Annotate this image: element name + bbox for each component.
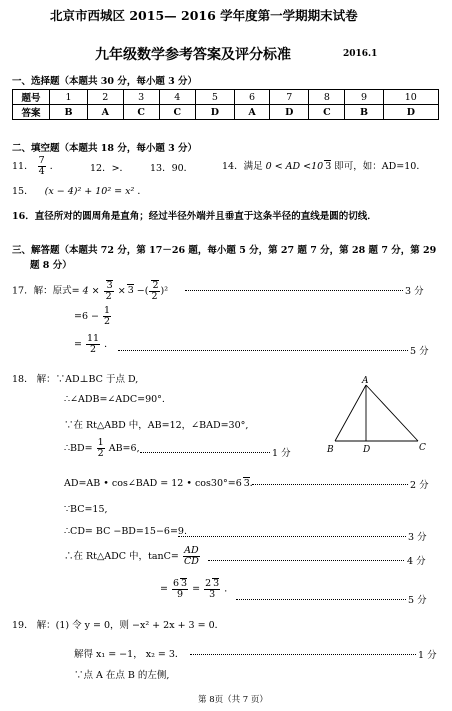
answer-table (12, 89, 439, 120)
q18-line8-frac (183, 546, 200, 567)
q18-line5-lead: AD=AB • cos∠BAD = 12 • cos30°=6 (64, 478, 242, 489)
row-header-label: 题号 (13, 90, 50, 105)
q18-line9-frac1-den: 9 (177, 588, 184, 600)
q17-frac2-sqrt: 2 (152, 280, 159, 291)
q18-line7: ∴CD= BC −BD=15−6=9. (64, 526, 187, 537)
q18-score4: 4 分 (407, 556, 426, 567)
q18-score2: 2 分 (410, 480, 429, 491)
q13: 13．90． (150, 163, 194, 174)
q18-line9-frac2-den: 3 (209, 588, 216, 600)
q18-dots2 (252, 484, 408, 485)
q18-line9-tail: ． (224, 583, 234, 595)
q17-part-a: 4 × (82, 285, 100, 297)
doc-title: 九年级数学参考答案及评分标准 (95, 47, 291, 63)
q17-part-d: )² (160, 285, 169, 297)
q18-line8-lead: ∴在 Rt△ADC 中，tanC= (64, 550, 179, 562)
q18-dots1 (140, 452, 270, 453)
q17-line3-frac (86, 334, 100, 355)
q16: 16．直径所对的圆周角是直角；经过半径外端并且垂直于这条半径的直线是圆的切线． (12, 211, 377, 222)
q18-line8 (64, 546, 201, 567)
q17-frac1-den: 2 (105, 290, 112, 302)
q17-score2: 5 分 (410, 346, 429, 357)
answer-cell: D (383, 105, 438, 120)
q19-line2: 解得 x₁ = −1， x₂ = 3． (74, 649, 185, 660)
q18-line4-tail: AB=6, (108, 442, 140, 454)
q18-score5: 5 分 (408, 595, 427, 606)
question-number-cell: 5 (195, 90, 234, 105)
page-footer: 第 8页（共 7 页） (198, 695, 268, 705)
q18-line4-num: 1 (97, 437, 104, 448)
answer-cell: D (270, 105, 309, 120)
q18-line5 (64, 475, 259, 489)
section3-title-line1: 三、解答题（本题共 72 分，第 17－26 题，每小题 5 分，第 27 题 7 分，第 28 题 7 分，第 29 (12, 245, 437, 256)
q18-line4-frac (97, 438, 105, 459)
section1-title: 一、选择题（本题共 30 分，每小题 3 分） (12, 76, 198, 87)
question-number-cell: 2 (88, 90, 123, 105)
q17-score1: 3 分 (405, 286, 424, 297)
triangle-side-ac (366, 385, 418, 441)
label-d: D (363, 445, 371, 455)
label-b: B (327, 445, 334, 455)
q18-score1: 1 分 (272, 448, 291, 459)
q17-dots1 (185, 290, 403, 291)
q15-number: 15． (12, 186, 34, 197)
q14-lead: 14．满足 (222, 161, 263, 172)
section3-title-line2: 题 8 分） (30, 260, 72, 271)
answer-cell: C (309, 105, 345, 120)
q19-line3: ∵点 A 在点 B 的左侧, (74, 670, 170, 681)
answer-cell: D (195, 105, 234, 120)
q18-line9-frac2-coef: 2 (205, 578, 212, 589)
question-number-cell: 9 (345, 90, 383, 105)
exam-title: 北京市西城区 2015— 2016 学年度第一学期期末试卷 (50, 8, 358, 23)
q11-number: 11． (12, 160, 34, 172)
q18-line9-frac2 (204, 578, 220, 600)
q14-sqrt: 3 (325, 161, 332, 172)
q18-line9-frac1-sqrt: 3 (181, 578, 188, 589)
q18-score3: 3 分 (408, 532, 427, 543)
q11-fraction (38, 156, 46, 177)
q17-frac2-den: 2 (151, 290, 158, 302)
q11 (12, 156, 59, 177)
q17-line2-den: 2 (104, 315, 111, 327)
q12: 12．>． (90, 163, 130, 174)
q15-expression: (x − 4)² + 10² = x² (44, 186, 135, 197)
q18-line9-eq2: = (192, 583, 201, 595)
question-number-cell: 7 (270, 90, 309, 105)
question-number-cell: 10 (383, 90, 438, 105)
question-number-cell: 3 (123, 90, 159, 105)
q18-line9-frac1 (172, 578, 188, 600)
q17-part-b: × (117, 285, 126, 297)
q18-line9 (160, 578, 234, 600)
q11-tail: ． (49, 160, 60, 172)
q19-score1: 1 分 (418, 650, 437, 661)
q15-tail: ． (137, 186, 147, 197)
q18-dots5 (236, 599, 406, 600)
question-number-cell: 6 (234, 90, 269, 105)
answer-cell: A (88, 105, 123, 120)
q17-sqrt: 3 (127, 285, 134, 297)
triangle-side-ab (335, 385, 366, 441)
q18-line2: ∴∠ADB=∠ADC=90°. (64, 394, 165, 405)
q18-line4 (64, 438, 140, 459)
q17-part-c: −( (136, 285, 149, 297)
q17-line2 (74, 306, 112, 327)
q18-line4-lead: ∴BD= (64, 442, 93, 454)
q17-frac1-sqrt: 3 (106, 280, 113, 291)
q17-line3 (74, 334, 114, 355)
q17-line3-num: 11 (87, 333, 100, 344)
question-number-cell: 8 (309, 90, 345, 105)
section2-title: 二、填空题（本题共 18 分，每小题 3 分） (12, 143, 198, 154)
q18-line8-num: AD (184, 545, 199, 556)
q17-frac2 (149, 280, 159, 302)
answer-cell: B (50, 105, 88, 120)
label-a: A (362, 376, 369, 386)
q17-line3-tail: ． (104, 338, 114, 350)
q17-label: 17．解：原式= (12, 285, 80, 297)
label-c: C (419, 443, 426, 453)
answer-cell: A (234, 105, 269, 120)
q14-condition: 0 < AD <10 (265, 161, 324, 172)
triangle-diagram (322, 372, 434, 456)
q19-dots1 (190, 654, 416, 655)
q15 (12, 183, 147, 197)
q17-line3-den: 2 (90, 343, 97, 355)
q17-line1 (12, 280, 168, 302)
q17-line2-frac (103, 306, 111, 327)
answer-cell: C (123, 105, 159, 120)
q18-line5-sqrt: 3 (243, 478, 250, 489)
q17-dots2 (118, 350, 408, 351)
q18-line9-eq1: = (160, 583, 168, 595)
q18-line9-frac1-coef: 6 (173, 578, 180, 589)
row-answer-label: 答案 (13, 105, 50, 120)
q18-dots4 (208, 560, 404, 561)
q18-line9-frac2-sqrt: 3 (213, 578, 220, 589)
q17-line2-num: 1 (104, 305, 111, 316)
q18-line1: 18． 解：∵AD⊥BC 于点 D, (12, 374, 139, 385)
answer-cell: B (345, 105, 383, 120)
q19-line1: 19． 解：(1) 令 y = 0，则 −x² + 2x + 3 = 0． (12, 620, 225, 631)
q11-denominator: 4 (38, 165, 45, 177)
q18-dots3 (178, 536, 406, 537)
q18-line3: ∵在 Rt△ABD 中，AB=12，∠BAD=30°, (64, 420, 249, 431)
q17-line2-lead: =6 − (74, 310, 99, 322)
answer-cell: C (159, 105, 195, 120)
question-number-cell: 4 (159, 90, 195, 105)
q18-line4-den: 2 (97, 447, 104, 459)
answer-table-answer-row (13, 105, 439, 120)
q18-line6: ∵BC=15, (64, 504, 108, 515)
doc-date: 2016.1 (343, 49, 378, 59)
q14-tail: 即可，如：AD=10． (334, 161, 426, 172)
q18-line5-tail: ． (249, 478, 260, 489)
q14 (222, 158, 426, 172)
q17-frac1 (104, 280, 114, 302)
answer-table-number-row (13, 90, 439, 105)
question-number-cell: 1 (50, 90, 88, 105)
q11-numerator: 7 (38, 155, 45, 166)
q18-line8-den: CD (183, 555, 199, 567)
q17-line3-lead: = (74, 338, 82, 350)
